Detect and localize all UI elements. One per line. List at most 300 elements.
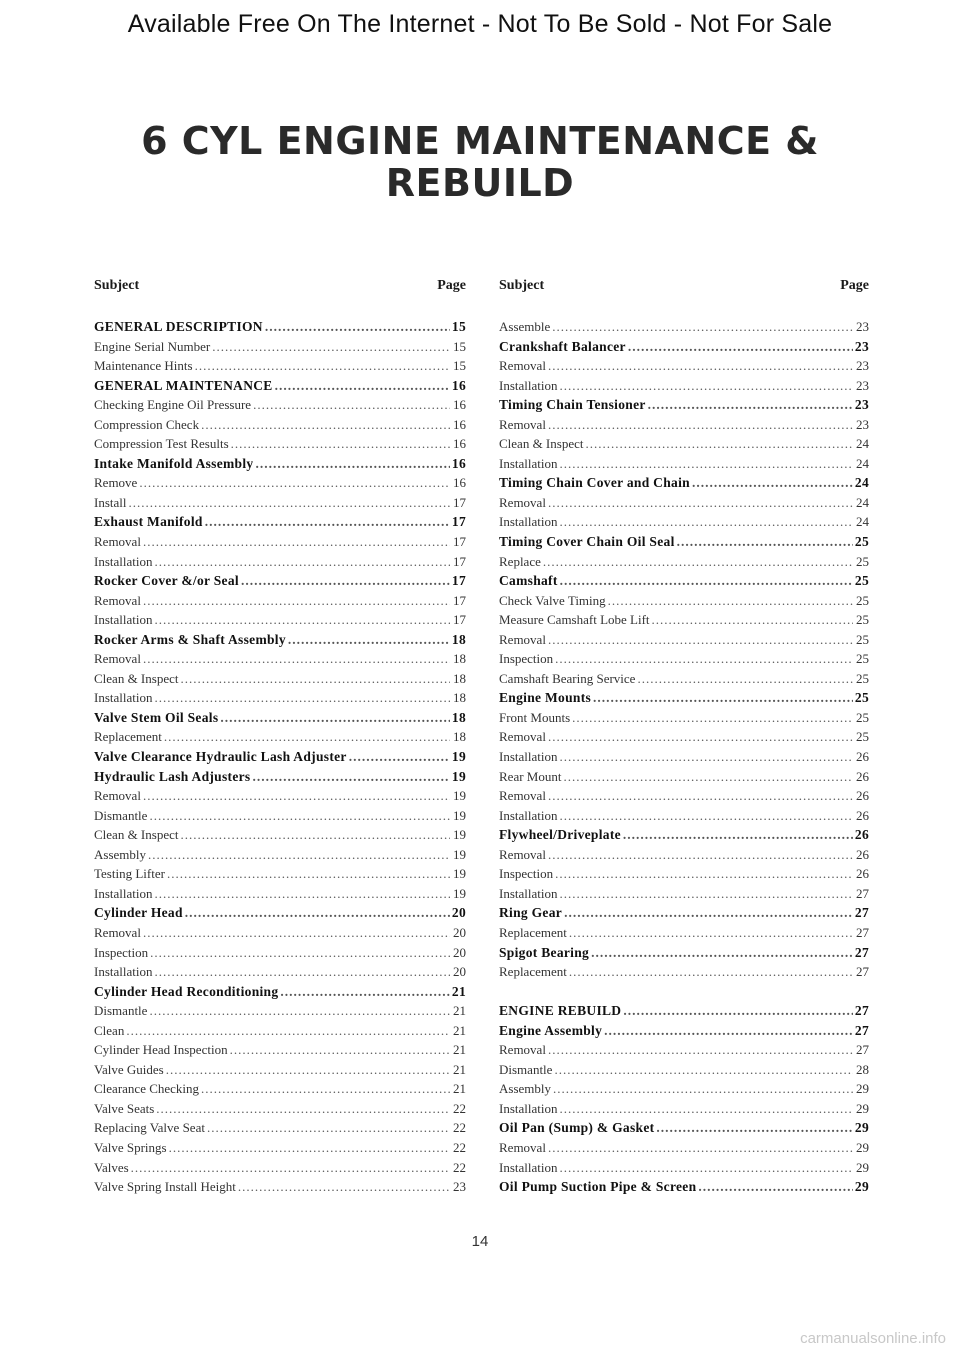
toc-entry-title: Clearance Checking [94, 1081, 200, 1097]
page-title [0, 120, 960, 204]
toc-section-entry [499, 943, 869, 963]
toc-entry [499, 356, 869, 376]
toc-section-entry [499, 337, 869, 357]
toc-entry-page: 23 [856, 377, 869, 393]
toc-entry-title: Valve Stem Oil Seals [94, 709, 219, 725]
toc-entry-page: 23 [854, 397, 869, 413]
dot-leader [129, 493, 451, 513]
toc-entry-title: Installation [94, 885, 153, 901]
dot-leader [220, 708, 450, 728]
toc-section-entry [499, 571, 869, 591]
dot-leader [180, 669, 450, 689]
toc-entry-page: 22 [453, 1139, 466, 1155]
toc-entry-page: 27 [856, 964, 869, 980]
dot-leader [560, 1099, 854, 1119]
toc-entry-title: Installation [94, 612, 153, 628]
dot-leader [648, 395, 853, 415]
dot-leader [201, 1079, 450, 1099]
dot-leader [212, 337, 450, 357]
dot-leader [164, 727, 450, 747]
dot-leader [543, 552, 853, 572]
toc-entry-page: 26 [856, 866, 869, 882]
toc-section-entry [499, 825, 869, 845]
dot-leader [560, 1158, 854, 1178]
toc-entry-page: 22 [453, 1159, 466, 1175]
dot-leader [155, 884, 451, 904]
toc-entry [94, 552, 466, 572]
toc-section-entry [94, 630, 466, 650]
toc-right-column [499, 275, 869, 1197]
toc-entry-title: Dismantle [499, 1061, 553, 1077]
dot-leader [548, 415, 853, 435]
toc-entry-page: 25 [856, 553, 869, 569]
dot-leader [180, 825, 450, 845]
dot-leader [155, 688, 451, 708]
toc-entry-title: Compression Check [94, 416, 200, 432]
toc-entry [94, 727, 466, 747]
toc-entry [499, 1158, 869, 1178]
toc-entry-page: 21 [453, 1042, 466, 1058]
toc-entry-title: Cylinder Head Reconditioning [94, 983, 279, 999]
dot-leader [205, 512, 450, 532]
toc-entry-title: Installation [499, 377, 558, 393]
toc-entry-title: Removal [499, 1139, 546, 1155]
toc-entry-page: 18 [453, 670, 466, 686]
toc-entry-page: 29 [856, 1100, 869, 1116]
page-heading: Page [437, 278, 466, 293]
toc-entry-page: 25 [856, 729, 869, 745]
dot-leader [554, 1060, 853, 1080]
toc-entry-page: 19 [451, 749, 466, 765]
toc-section-entry [499, 1001, 869, 1021]
toc-entry [499, 747, 869, 767]
toc-entry [499, 962, 869, 982]
dot-leader [143, 923, 450, 943]
toc-entry-page: 16 [453, 436, 466, 452]
toc-section-entry [94, 571, 466, 591]
dot-leader [139, 473, 450, 493]
dot-leader [126, 1021, 450, 1041]
toc-section-entry [499, 903, 869, 923]
dot-leader [608, 591, 853, 611]
toc-entry-page: 15 [453, 358, 466, 374]
toc-entry-page: 27 [854, 905, 869, 921]
toc-entry [499, 708, 869, 728]
toc-entry-title: Installation [499, 1159, 558, 1175]
dot-leader [143, 786, 450, 806]
toc-entry-title: Valve Springs [94, 1139, 167, 1155]
dot-leader [166, 1060, 450, 1080]
toc-entry-page: 18 [453, 729, 466, 745]
toc-entry-page: 29 [856, 1159, 869, 1175]
dot-leader [553, 1079, 853, 1099]
toc-entry-title: Removal [499, 729, 546, 745]
toc-entry-page: 17 [453, 534, 466, 550]
dot-leader [201, 415, 450, 435]
toc-entry [499, 767, 869, 787]
toc-entry-page: 27 [854, 1022, 869, 1038]
toc-entry-page: 25 [854, 534, 869, 550]
toc-entry [94, 1040, 466, 1060]
dot-leader [560, 454, 854, 474]
toc-entry-title: Front Mounts [499, 709, 571, 725]
dot-leader [167, 864, 450, 884]
toc-entry [499, 1040, 869, 1060]
toc-entry [499, 923, 869, 943]
toc-entry-title: Engine Serial Number [94, 338, 211, 354]
dot-leader [548, 630, 853, 650]
dot-leader [131, 1158, 450, 1178]
toc-entry-page: 21 [451, 983, 466, 999]
toc-entry-page: 25 [856, 709, 869, 725]
toc-section-entry [499, 395, 869, 415]
toc-entry [94, 962, 466, 982]
dot-leader [155, 962, 451, 982]
dot-leader [604, 1021, 853, 1041]
toc-entry [499, 727, 869, 747]
toc-entry-title: Removal [94, 651, 141, 667]
toc-entry-title: Removal [499, 788, 546, 804]
dot-leader [149, 806, 450, 826]
toc-entry-page: 24 [856, 494, 869, 510]
dot-leader [572, 708, 853, 728]
toc-entry [94, 1177, 466, 1197]
toc-entry-title: Remove [94, 475, 138, 491]
toc-entry-title: Engine Assembly [499, 1022, 603, 1038]
toc-entry-page: 25 [854, 573, 869, 589]
toc-section-entry [94, 747, 466, 767]
toc-entry [499, 630, 869, 650]
toc-entry-page: 24 [856, 514, 869, 530]
toc-entry-page: 18 [451, 709, 466, 725]
toc-entry-page: 21 [453, 1081, 466, 1097]
toc-entry-page: 24 [854, 475, 869, 491]
subject-heading: Subject [94, 278, 140, 293]
toc-entry-title: Timing Cover Chain Oil Seal [499, 534, 675, 550]
toc-entry-page: 27 [854, 1003, 869, 1019]
toc-entry-page: 20 [451, 905, 466, 921]
toc-section-entry [94, 317, 466, 337]
toc-entry-page: 21 [453, 1061, 466, 1077]
toc-entry [499, 1138, 869, 1158]
toc-entry-title: Clean & Inspect [94, 670, 179, 686]
toc-entry-title: Removal [94, 592, 141, 608]
dot-leader [207, 1118, 450, 1138]
toc-entry-title: Timing Chain Tensioner [499, 397, 646, 413]
toc-entry-title: Assembly [94, 846, 146, 862]
dot-leader [149, 1001, 450, 1021]
toc-entry [499, 512, 869, 532]
toc-entry [94, 864, 466, 884]
dot-leader [155, 610, 451, 630]
toc-entry [94, 943, 466, 963]
toc-entry-page: 23 [856, 416, 869, 432]
dot-leader [231, 434, 450, 454]
toc-entry [499, 376, 869, 396]
toc-left-entries [94, 317, 466, 1197]
toc-entry-title: Replacement [499, 924, 567, 940]
toc-entry-page: 16 [451, 377, 466, 393]
toc-entry-page: 25 [856, 670, 869, 686]
toc-entry [499, 806, 869, 826]
toc-entry-title: Inspection [94, 944, 149, 960]
toc-entry-title: Crankshaft Balancer [499, 338, 626, 354]
toc-entry-page: 18 [453, 690, 466, 706]
toc-entry-title: Exhaust Manifold [94, 514, 203, 530]
toc-entry [499, 669, 869, 689]
dot-leader [569, 962, 853, 982]
toc-entry-page: 21 [453, 1022, 466, 1038]
toc-entry [94, 884, 466, 904]
toc-entry-page: 17 [453, 592, 466, 608]
toc-entry [94, 415, 466, 435]
toc-entry-page: 29 [854, 1179, 869, 1195]
toc-entry-title: Replacing Valve Seat [94, 1120, 205, 1136]
dot-leader [230, 1040, 450, 1060]
toc-section-entry [94, 376, 466, 396]
toc-entry-title: Maintenance Hints [94, 358, 193, 374]
toc-entry [94, 434, 466, 454]
dot-leader [548, 356, 853, 376]
dot-leader [560, 512, 854, 532]
toc-section-entry [499, 473, 869, 493]
toc-entry [94, 532, 466, 552]
toc-entry-page: 18 [453, 651, 466, 667]
dot-leader [593, 688, 853, 708]
toc-entry-title: Oil Pan (Sump) & Gasket [499, 1120, 655, 1136]
toc-entry-title: Engine Mounts [499, 690, 592, 706]
dot-leader [560, 747, 854, 767]
toc-entry-title: Spigot Bearing [499, 944, 590, 960]
toc-entry-title: Installation [94, 553, 153, 569]
toc-entry-title: Rear Mount [499, 768, 562, 784]
toc-right-header [499, 275, 869, 297]
subject-heading: Subject [499, 278, 545, 293]
dot-leader [155, 552, 451, 572]
toc-section-entry [94, 512, 466, 532]
dot-leader [253, 395, 450, 415]
toc-entry-title: Installation [499, 1100, 558, 1116]
toc-entry-title: GENERAL MAINTENANCE [94, 377, 273, 393]
toc-entry-title: Installation [94, 690, 153, 706]
toc-entry [94, 356, 466, 376]
toc-entry-title: Install [94, 494, 127, 510]
dot-leader [548, 845, 853, 865]
toc-entry-title: Replacement [94, 729, 162, 745]
toc-entry [499, 1099, 869, 1119]
toc-entry [499, 786, 869, 806]
dot-leader [692, 473, 853, 493]
toc-right-entries [499, 317, 869, 1197]
toc-entry [94, 610, 466, 630]
dot-leader [623, 1001, 853, 1021]
toc-entry-page: 25 [856, 612, 869, 628]
toc-entry-title: Removal [94, 788, 141, 804]
toc-entry-page: 15 [451, 319, 466, 334]
page-heading: Page [840, 278, 869, 293]
toc-entry-title: Rocker Cover &/or Seal [94, 573, 239, 589]
watermark-banner: Available Free On The Internet - Not To Be Sold - Not For Sale [127, 10, 833, 38]
toc-entry [94, 1021, 466, 1041]
toc-entry [94, 1079, 466, 1099]
toc-entry-page: 16 [453, 475, 466, 491]
toc-entry [94, 591, 466, 611]
toc-entry-page: 20 [453, 944, 466, 960]
toc-entry-title: Installation [499, 885, 558, 901]
toc-entry [94, 825, 466, 845]
toc-entry-title: Installation [499, 749, 558, 765]
toc-entry-title: Dismantle [94, 807, 148, 823]
toc-entry-page: 24 [856, 455, 869, 471]
toc-entry-page: 29 [856, 1081, 869, 1097]
dot-leader [548, 727, 853, 747]
toc-entry-page: 23 [453, 1179, 466, 1195]
toc-entry-title: GENERAL DESCRIPTION [94, 319, 263, 334]
dot-leader [677, 532, 853, 552]
dot-leader [555, 649, 853, 669]
toc-section-entry [94, 708, 466, 728]
toc-entry-title: Flywheel/Driveplate [499, 827, 621, 843]
toc-entry [94, 688, 466, 708]
toc-entry-title: Assembly [499, 1081, 551, 1097]
dot-leader [548, 1040, 853, 1060]
toc-section-entry [499, 532, 869, 552]
toc-entry [94, 493, 466, 513]
dot-leader [652, 610, 853, 630]
toc-entry-title: Installation [499, 455, 558, 471]
toc-section-entry [499, 1021, 869, 1041]
toc-entry-title: Timing Chain Cover and Chain [499, 475, 690, 491]
toc-entry [499, 864, 869, 884]
toc-entry-page: 17 [453, 553, 466, 569]
toc-entry [499, 317, 869, 337]
toc-entry-title: Rocker Arms & Shaft Assembly [94, 631, 286, 647]
toc-entry-title: Replacement [499, 964, 567, 980]
toc-section-entry [94, 903, 466, 923]
toc-entry-title: Installation [499, 807, 558, 823]
toc-entry-page: 19 [453, 827, 466, 843]
toc-entry [94, 1001, 466, 1021]
toc-entry-title: Checking Engine Oil Pressure [94, 397, 252, 413]
toc-entry [499, 591, 869, 611]
toc-entry-page: 28 [856, 1061, 869, 1077]
toc-entry-title: Valve Clearance Hydraulic Lash Adjuster [94, 749, 347, 765]
toc-section-entry [499, 1118, 869, 1138]
dot-leader [156, 1099, 450, 1119]
dot-leader [238, 1177, 450, 1197]
dot-leader [585, 434, 853, 454]
toc-entry-title: Check Valve Timing [499, 592, 606, 608]
toc-entry-title: Inspection [499, 866, 554, 882]
toc-entry-title: Removal [499, 358, 546, 374]
dot-leader [555, 864, 853, 884]
dot-leader [569, 923, 853, 943]
toc-entry-title: Installation [499, 514, 558, 530]
toc-entry-title: Testing Lifter [94, 866, 165, 882]
toc-entry-title: Removal [499, 846, 546, 862]
toc-entry [499, 649, 869, 669]
toc-entry [94, 786, 466, 806]
toc-entry-title: Dismantle [94, 1003, 148, 1019]
toc-entry-title: Removal [499, 631, 546, 647]
toc-entry-page: 19 [451, 768, 466, 784]
toc-entry-page: 17 [453, 612, 466, 628]
dot-leader [185, 903, 450, 923]
toc-entry-title: Assemble [499, 319, 551, 334]
dot-leader [563, 767, 853, 787]
toc-entry [94, 1060, 466, 1080]
toc-entry-page: 27 [856, 885, 869, 901]
toc-entry-title: Installation [94, 964, 153, 980]
page-number: 14 [471, 1233, 489, 1250]
toc-section-entry [499, 688, 869, 708]
toc-entry-page: 18 [451, 631, 466, 647]
toc-entry-title: Removal [499, 494, 546, 510]
dot-leader [548, 493, 853, 513]
toc-entry [94, 923, 466, 943]
toc-entry [499, 884, 869, 904]
toc-entry-title: Cylinder Head [94, 905, 183, 921]
toc-entry [94, 1138, 466, 1158]
toc-entry-title: Measure Camshaft Lobe Lift [499, 612, 650, 628]
toc-entry-page: 23 [856, 319, 869, 334]
toc-entry-title: Camshaft Bearing Service [499, 670, 636, 686]
toc-entry-title: Hydraulic Lash Adjusters [94, 768, 251, 784]
toc-entry-page: 27 [856, 1042, 869, 1058]
toc-entry-page: 16 [453, 397, 466, 413]
toc-entry-page: 21 [453, 1003, 466, 1019]
toc-entry [94, 1158, 466, 1178]
toc-entry-page: 22 [453, 1120, 466, 1136]
dot-leader [349, 747, 450, 767]
dot-leader [628, 337, 853, 357]
dot-leader [275, 376, 450, 396]
toc-entry [499, 493, 869, 513]
toc-entry-title: Removal [499, 1042, 546, 1058]
page-title-line-2: REBUILD [385, 161, 575, 205]
toc-entry-title: Compression Test Results [94, 436, 229, 452]
dot-leader [143, 591, 450, 611]
dot-leader [698, 1177, 853, 1197]
toc-entry-title: Valves [94, 1159, 129, 1175]
dot-leader [552, 317, 853, 337]
toc-entry-page: 19 [453, 807, 466, 823]
toc-entry-title: Inspection [499, 651, 554, 667]
toc-entry [499, 1060, 869, 1080]
dot-leader [143, 649, 450, 669]
toc-entry-page: 16 [451, 455, 466, 471]
toc-entry-page: 20 [453, 924, 466, 940]
toc-entry-title: Valve Spring Install Height [94, 1179, 236, 1195]
dot-leader [143, 532, 450, 552]
toc-entry-title: Camshaft [499, 573, 558, 589]
dot-leader [560, 806, 854, 826]
dot-leader [280, 982, 449, 1002]
page-title-line-1: 6 CYL ENGINE MAINTENANCE & [141, 119, 819, 163]
toc-entry [499, 845, 869, 865]
toc-entry [94, 649, 466, 669]
toc-entry-title: ENGINE REBUILD [499, 1003, 622, 1019]
toc-entry-title: Clean [94, 1022, 125, 1038]
toc-left-header [94, 275, 466, 297]
toc-entry-page: 26 [856, 807, 869, 823]
toc-entry-title: Removal [94, 924, 141, 940]
toc-entry-title: Removal [499, 416, 546, 432]
dot-leader [195, 356, 450, 376]
toc-entry-page: 17 [453, 494, 466, 510]
toc-entry-page: 25 [856, 651, 869, 667]
dot-leader [591, 943, 853, 963]
